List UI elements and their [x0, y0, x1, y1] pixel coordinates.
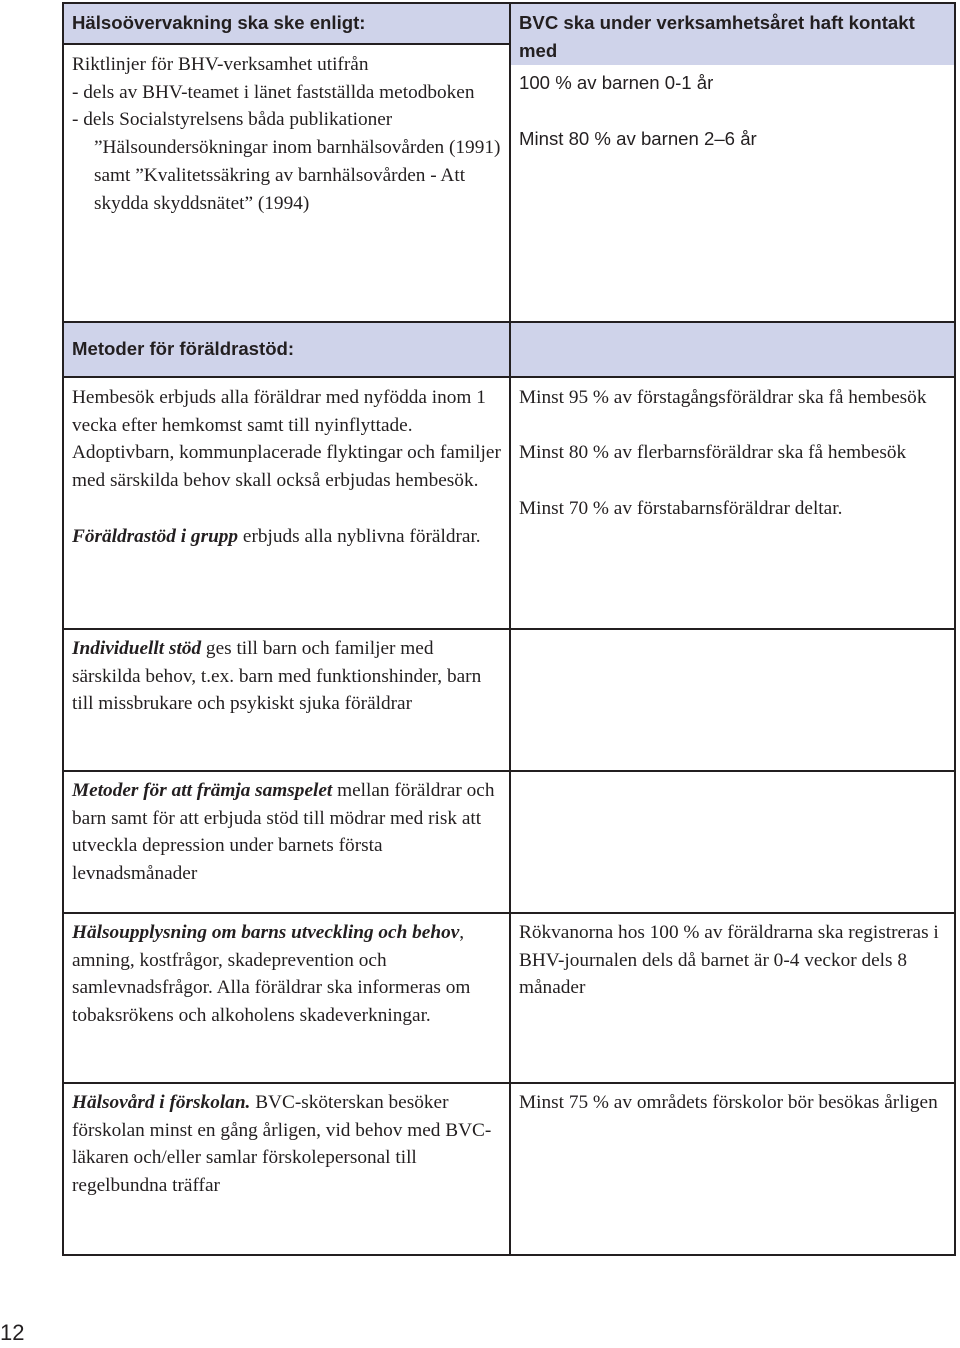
list-item: - dels av BHV-teamet i länet fastställda metodboken — [72, 81, 475, 103]
emphasis-text: Hälsovård i förskolan. — [72, 1091, 251, 1113]
target-cell-methods — [510, 377, 955, 629]
target-text: Minst 95 % av förstagångsföräldrar ska få hembesök — [519, 386, 927, 408]
table-row — [63, 629, 955, 771]
description-cell-health-info — [63, 913, 510, 1083]
target-text: Minst 80 % av flerbarnsföräldrar ska få hembesök — [519, 442, 907, 464]
section-heading: Metoder för föräldrastöd: — [72, 337, 295, 359]
header-cell-empty — [510, 322, 955, 377]
body-text: Hembesök erbjuds alla föräldrar med nyfödda inom 1 vecka efter hemkomst samt till nyinflyttade. Adoptivbarn, kommunplacerade flyktingar och familjer med särskilda behov skall också erbjudas hembesök. — [72, 386, 501, 492]
body-text: ges till barn och familjer med särskilda behov, t.ex. barn med funktionshinder, barn till missbrukare och psykiskt sjuka föräldrar — [72, 637, 482, 715]
description-cell-guidelines — [63, 44, 510, 322]
description-cell-preschool — [63, 1083, 510, 1255]
target-text: Minst 80 % av barnen 2–6 år — [519, 127, 757, 149]
target-cell-empty — [510, 771, 955, 913]
description-cell-individual-support — [63, 629, 510, 771]
table-row — [63, 3, 955, 44]
table-row — [63, 771, 955, 913]
header-cell-halsoovervakning — [63, 3, 510, 44]
section-heading: BVC ska under verksamhetsåret haft kontakt med — [511, 4, 954, 65]
target-cell-empty — [510, 629, 955, 771]
body-text: , amning, kostfrågor, skadeprevention och samlevnadsfrågor. Alla föräldrar ska informeras om tobaksrökens och alkoholens skadeverkningar. — [72, 921, 471, 1027]
table-row — [63, 322, 955, 377]
table-row — [63, 1083, 955, 1255]
section-heading: Hälsoövervakning ska ske enligt: — [72, 12, 366, 33]
body-text: mellan föräldrar och barn samt för att erbjuda stöd till mödrar med risk att utveckla depression under barnets första levnadsmånader — [72, 779, 495, 885]
description-cell-methods — [63, 377, 510, 629]
body-text: BVC-sköterskan besöker förskolan minst en gång årligen, vid behov med BVC-läkaren och/eller samlar förskolepersonal till regelbundna träffar — [72, 1091, 492, 1197]
list-item: - dels Socialstyrelsens båda publikationer — [72, 109, 393, 131]
target-text: Minst 75 % av områdets förskolor bör besökas årligen — [519, 1091, 938, 1113]
target-text: Minst 70 % av förstabarnsföräldrar deltar. — [519, 497, 843, 519]
body-text: erbjuds alla nyblivna föräldrar. — [238, 525, 481, 547]
description-cell-interaction — [63, 771, 510, 913]
body-text: Riktlinjer för BHV-verksamhet utifrån — [72, 53, 369, 75]
target-text: Rökvanorna hos 100 % av föräldrarna ska registreras i BHV-journalen dels då barnet är 0-4 veckor dels 8 månader — [519, 921, 939, 999]
requirements-table — [62, 2, 956, 1256]
list-item: ”Hälsoundersökningar inom barnhälsovården (1991) samt ”Kvalitetssäkring av barnhälsovården - Att skydda skyddsnätet” (1994) — [94, 137, 501, 214]
target-cell-preschool — [510, 1083, 955, 1255]
target-cell-health-info — [510, 913, 955, 1083]
page-number: 12 — [0, 1320, 25, 1345]
emphasis-text: Föräldrastöd i grupp — [72, 525, 239, 547]
target-cell-contact — [510, 3, 955, 322]
emphasis-text: Individuellt stöd — [72, 637, 202, 659]
emphasis-text: Metoder för att främja samspelet — [72, 779, 333, 801]
table-row — [63, 377, 955, 629]
header-cell-foraldrastod — [63, 322, 510, 377]
emphasis-text: Hälsoupplysning om barns utveckling och behov — [72, 921, 460, 943]
table-row — [63, 913, 955, 1083]
target-text: 100 % av barnen 0-1 år — [519, 72, 714, 93]
